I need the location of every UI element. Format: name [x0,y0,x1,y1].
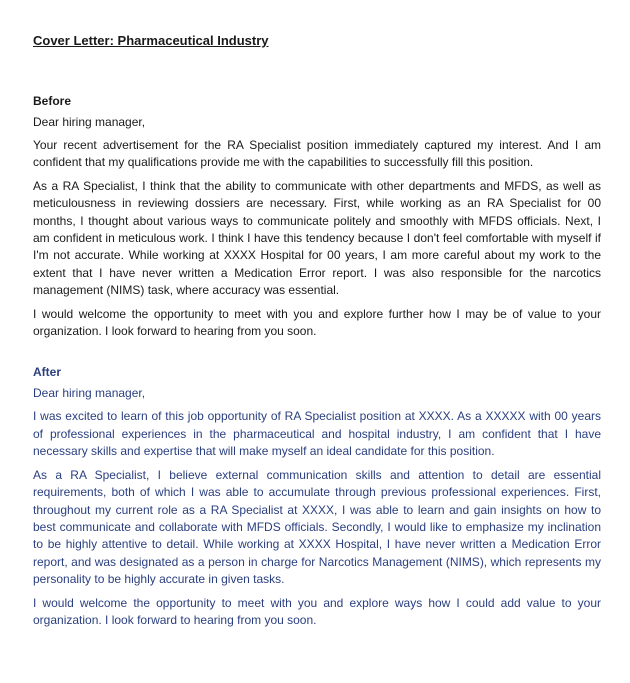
after-label: After [33,365,62,380]
after-paragraph-1: I was excited to learn of this job opportunity of RA Specialist position at XXXX. As a XXXXX with 00 years of professional experiences in the pharmaceutical and hospital industry, I am confident that I have necessary skills and expertise that will make myself an ideal candidate for this position. [33,409,601,459]
after-section [33,364,601,629]
before-section [33,93,601,340]
after-paragraph-2: As a RA Specialist, I believe external communication skills and attention to detail are essential requirements, both of which I was able to accumulate through previous professional experiences. First, throughout my current role as a RA Specialist at XXXX, I was able to learn and gain insights on how to best communicate and collaborate with MFDS officials. Secondly, I would like to emphasize my inclination to be highly attentive to detail. While working at XXXX Hospital, I have never written a Medication Error report, and was designated as a person in charge for Narcotics Management (NIMS), which represents my personality to be highly accurate in given tasks. [33,467,601,587]
after-salutation: Dear hiring manager, [33,386,146,401]
before-label: Before [33,94,72,108]
document-title: Cover Letter: Pharmaceutical Industry [33,33,269,48]
before-paragraph-2: As a RA Specialist, I think that the ability to communicate with other departments and MFDS, as well as meticulousness in reviewing dossiers are necessary. First, while working as an RA Specialist for 00 months, I thought about various ways to communicate politely and smoothly with MFDS officials. Next, I am confident in meticulous work. I think I have this tendency because I don't feel comfortable with myself if I'm not accurate. While working at XXXX Hospital for 00 years, I am more careful about my work to the extent that I have never written a Medication Error report. I was also responsible for the narcotics management (NIMS) task, where accuracy was essential. [33,178,601,298]
before-salutation: Dear hiring manager, [33,115,146,129]
after-paragraph-3: I would welcome the opportunity to meet with you and explore ways how I could add value to your organization. I look forward to hearing from you soon. [33,595,601,627]
before-paragraph-3: I would welcome the opportunity to meet with you and explore further how I may be of value to your organization. I look forward to hearing from you soon. [33,306,601,339]
document-page [33,32,601,635]
before-paragraph-1: Your recent advertisement for the RA Specialist position immediately captured my interest. And I am confident that my qualifications provide me with the capabilities to successfully fill this position. [33,138,601,170]
